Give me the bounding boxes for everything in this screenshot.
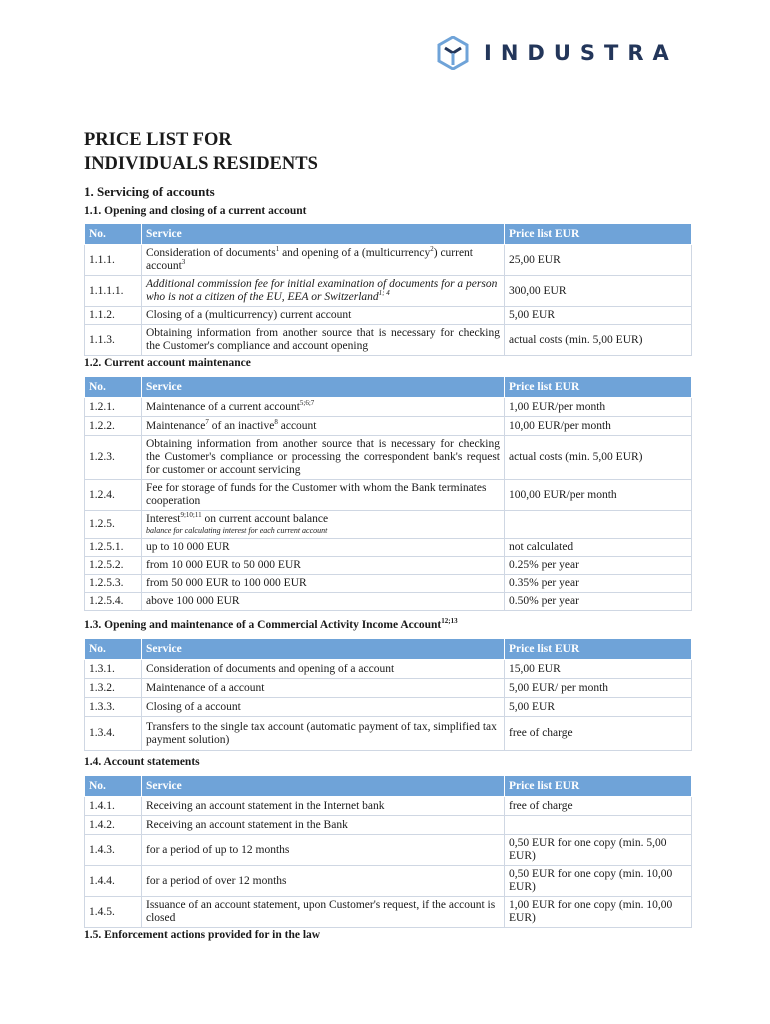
service-text: and opening of a (multicurrency xyxy=(279,247,431,259)
table-row xyxy=(85,593,692,611)
row-service: from 50 000 EUR to 100 000 EUR xyxy=(142,575,505,593)
page-title xyxy=(84,128,318,176)
row-price: 25,00 EUR xyxy=(505,245,692,276)
table-row xyxy=(85,398,692,417)
row-price: 100,00 EUR/per month xyxy=(505,480,692,511)
table-1-3 xyxy=(84,638,692,751)
footnote-ref: 1; 4 xyxy=(378,289,390,298)
table-row xyxy=(85,417,692,436)
footnote-ref: 3 xyxy=(181,258,186,267)
header-service: Service xyxy=(142,776,505,797)
footnote-ref: 1 xyxy=(275,245,280,254)
row-no: 1.2.4. xyxy=(85,480,142,511)
row-no: 1.1.1.1. xyxy=(85,276,142,307)
table-row xyxy=(85,436,692,480)
table-row xyxy=(85,307,692,325)
row-price: free of charge xyxy=(505,717,692,751)
page-title-line2: INDIVIDUALS RESIDENTS xyxy=(84,154,318,174)
row-no: 1.1.3. xyxy=(85,325,142,356)
row-service: Maintenance of a account xyxy=(142,679,505,698)
service-text: on current account balance xyxy=(201,513,329,525)
row-price xyxy=(505,511,692,539)
industra-logo-icon xyxy=(436,36,470,70)
service-text: Maintenance of a current account xyxy=(146,400,300,413)
row-no: 1.1.2. xyxy=(85,307,142,325)
row-no: 1.2.5.2. xyxy=(85,557,142,575)
row-service: Obtaining information from another source that is necessary for checking the Customer's compliance or processing the correspondent bank's request for customer or account servicing xyxy=(142,436,505,480)
row-service xyxy=(142,245,505,276)
table-row xyxy=(85,698,692,717)
row-service: Transfers to the single tax account (automatic payment of tax, simplified tax payment solution) xyxy=(142,717,505,751)
table-header xyxy=(85,224,692,245)
row-price: 10,00 EUR/per month xyxy=(505,417,692,436)
table-row xyxy=(85,539,692,557)
table-1-1 xyxy=(84,223,692,356)
row-service xyxy=(142,276,505,307)
table-row xyxy=(85,511,692,539)
row-service: up to 10 000 EUR xyxy=(142,539,505,557)
row-price: free of charge xyxy=(505,797,692,816)
table-row xyxy=(85,866,692,897)
service-text: of an inactive xyxy=(208,419,275,432)
footnote-ref: 9;10;11 xyxy=(180,511,202,520)
row-no: 1.2.2. xyxy=(85,417,142,436)
page-title-line1: PRICE LIST FOR xyxy=(84,130,232,150)
row-no: 1.2.3. xyxy=(85,436,142,480)
row-price: 1,00 EUR/per month xyxy=(505,398,692,417)
table-row xyxy=(85,835,692,866)
row-price: 0.50% per year xyxy=(505,593,692,611)
row-price: 0.35% per year xyxy=(505,575,692,593)
row-price: not calculated xyxy=(505,539,692,557)
table-row xyxy=(85,276,692,307)
service-text: Interest xyxy=(146,513,181,525)
service-text: account xyxy=(277,419,317,432)
table-row xyxy=(85,557,692,575)
row-no: 1.3.4. xyxy=(85,717,142,751)
row-service: above 100 000 EUR xyxy=(142,593,505,611)
row-no: 1.3.3. xyxy=(85,698,142,717)
section-heading-1-1: 1.1. Opening and closing of a current account xyxy=(84,205,307,217)
table-row xyxy=(85,897,692,928)
brand-logo xyxy=(436,36,678,70)
table-header xyxy=(85,639,692,660)
row-price: 5,00 EUR xyxy=(505,698,692,717)
section-heading-1-5: 1.5. Enforcement actions provided for in the law xyxy=(84,929,321,941)
footnote-ref: 8 xyxy=(274,417,278,426)
table-row xyxy=(85,480,692,511)
row-no: 1.2.5.4. xyxy=(85,593,142,611)
row-no: 1.3.1. xyxy=(85,660,142,679)
row-price xyxy=(505,816,692,835)
row-service: for a period of over 12 months xyxy=(142,866,505,897)
row-no: 1.4.3. xyxy=(85,835,142,866)
service-text: ) current account xyxy=(146,247,474,272)
header-price: Price list EUR xyxy=(505,776,692,797)
header-service: Service xyxy=(142,639,505,660)
row-no: 1.4.2. xyxy=(85,816,142,835)
header-no: No. xyxy=(85,639,142,660)
service-text: Consideration of documents xyxy=(146,247,276,259)
header-no: No. xyxy=(85,224,142,245)
section-heading-1-3 xyxy=(84,619,458,631)
heading-text: 1.3. Opening and maintenance of a Commercial Activity Income Account xyxy=(84,619,442,631)
table-row xyxy=(85,325,692,356)
row-no: 1.2.1. xyxy=(85,398,142,417)
row-service: Receiving an account statement in the Internet bank xyxy=(142,797,505,816)
section-heading-1-4: 1.4. Account statements xyxy=(84,756,200,768)
footnote-ref: 5;6;7 xyxy=(299,398,315,407)
row-price: 0.25% per year xyxy=(505,557,692,575)
row-service: for a period of up to 12 months xyxy=(142,835,505,866)
row-service xyxy=(142,398,505,417)
row-price: actual costs (min. 5,00 EUR) xyxy=(505,436,692,480)
table-row xyxy=(85,717,692,751)
row-service: Closing of a (multicurrency) current account xyxy=(142,307,505,325)
header-no: No. xyxy=(85,776,142,797)
table-row xyxy=(85,679,692,698)
row-price: 15,00 EUR xyxy=(505,660,692,679)
table-row xyxy=(85,245,692,276)
table-row xyxy=(85,575,692,593)
service-text: Maintenance xyxy=(146,419,206,432)
table-1-4 xyxy=(84,775,692,928)
row-note: balance for calculating interest for each current account xyxy=(146,526,328,535)
row-no: 1.2.5. xyxy=(85,511,142,539)
footnote-ref: 12;13 xyxy=(441,617,458,626)
row-service: Fee for storage of funds for the Customer with whom the Bank terminates cooperation xyxy=(142,480,505,511)
table-row xyxy=(85,660,692,679)
table-header xyxy=(85,776,692,797)
footnote-ref: 2 xyxy=(430,245,434,254)
header-price: Price list EUR xyxy=(505,224,692,245)
row-service xyxy=(142,511,505,539)
table-row xyxy=(85,816,692,835)
row-price: 5,00 EUR/ per month xyxy=(505,679,692,698)
section-heading-1: 1. Servicing of accounts xyxy=(84,184,215,199)
header-price: Price list EUR xyxy=(505,639,692,660)
row-service: Receiving an account statement in the Bank xyxy=(142,816,505,835)
row-no: 1.2.5.1. xyxy=(85,539,142,557)
row-no: 1.4.1. xyxy=(85,797,142,816)
table-1-2 xyxy=(84,376,692,611)
row-service: Consideration of documents and opening of a account xyxy=(142,660,505,679)
row-no: 1.1.1. xyxy=(85,245,142,276)
row-price: 300,00 EUR xyxy=(505,276,692,307)
header-service: Service xyxy=(142,224,505,245)
row-no: 1.3.2. xyxy=(85,679,142,698)
header-no: No. xyxy=(85,377,142,398)
row-no: 1.4.5. xyxy=(85,897,142,928)
row-price: actual costs (min. 5,00 EUR) xyxy=(505,325,692,356)
brand-name: INDUSTRA xyxy=(484,41,678,65)
row-service: Closing of a account xyxy=(142,698,505,717)
header-service: Service xyxy=(142,377,505,398)
row-service: Issuance of an account statement, upon Customer's request, if the account is closed xyxy=(142,897,505,928)
row-no: 1.2.5.3. xyxy=(85,575,142,593)
row-service xyxy=(142,417,505,436)
row-price: 5,00 EUR xyxy=(505,307,692,325)
footnote-ref: 7 xyxy=(205,417,209,426)
header-price: Price list EUR xyxy=(505,377,692,398)
section-heading-1-2: 1.2. Current account maintenance xyxy=(84,357,251,369)
service-text: Additional commission fee for initial examination of documents for a person who is not a citizen of the EU, EEA or Switzerland xyxy=(146,278,498,303)
row-price: 0,50 EUR for one copy (min. 10,00 EUR) xyxy=(505,866,692,897)
row-price: 0,50 EUR for one copy (min. 5,00 EUR) xyxy=(505,835,692,866)
row-service: Obtaining information from another source that is necessary for checking the Customer's compliance and account opening xyxy=(142,325,505,356)
row-service: from 10 000 EUR to 50 000 EUR xyxy=(142,557,505,575)
table-header xyxy=(85,377,692,398)
row-no: 1.4.4. xyxy=(85,866,142,897)
table-row xyxy=(85,797,692,816)
row-price: 1,00 EUR for one copy (min. 10,00 EUR) xyxy=(505,897,692,928)
